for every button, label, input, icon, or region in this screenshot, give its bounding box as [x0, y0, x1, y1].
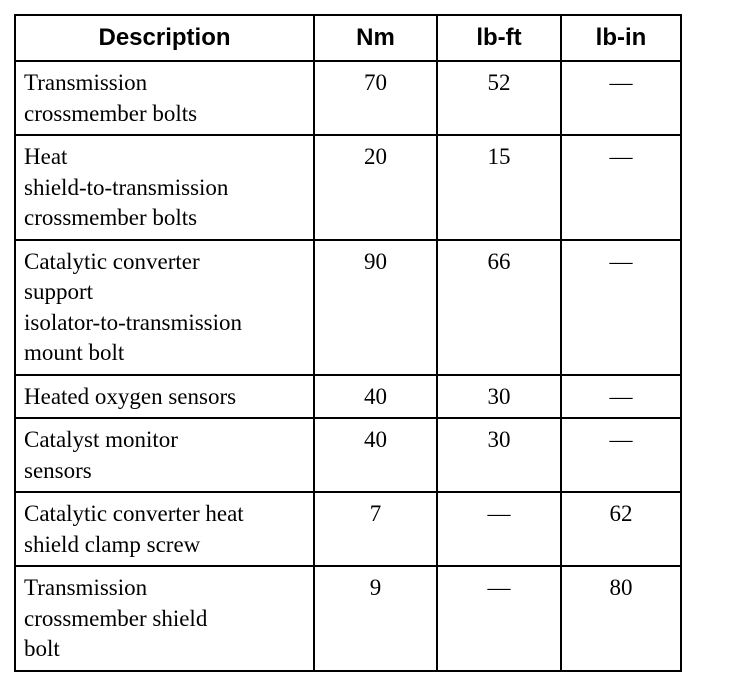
nm-cell: 70 [314, 61, 437, 135]
lb-in-cell: 80 [561, 566, 681, 671]
lb-ft-cell: 30 [437, 375, 561, 419]
description-line: Heated oxygen sensors [24, 383, 237, 409]
nm-cell: 7 [314, 492, 437, 566]
lb-in-cell: — [561, 135, 681, 240]
table-row [15, 418, 681, 492]
lb-ft-cell: — [437, 566, 561, 671]
description-line: Catalyst monitor [24, 427, 178, 452]
lb-ft-cell: 52 [437, 61, 561, 135]
description-cell [15, 418, 314, 492]
description-cell [15, 375, 314, 419]
description-cell [15, 240, 314, 375]
header-row [15, 15, 681, 61]
table-row [15, 135, 681, 240]
nm-cell: 40 [314, 418, 437, 492]
description-cell [15, 135, 314, 240]
table-row [15, 566, 681, 671]
description-line: Heat [24, 144, 68, 169]
description-line: crossmember bolts [24, 205, 198, 230]
description-line: Transmission [24, 575, 148, 600]
lb-in-cell: — [561, 61, 681, 135]
table-row [15, 492, 681, 566]
lb-in-cell: — [561, 240, 681, 375]
header-nm: Nm [314, 15, 437, 61]
description-cell [15, 492, 314, 566]
lb-ft-cell: — [437, 492, 561, 566]
description-line: bolt [24, 636, 60, 661]
table-row [15, 240, 681, 375]
description-line: crossmember shield [24, 605, 208, 631]
lb-ft-cell: 66 [437, 240, 561, 375]
description-line: crossmember bolts [24, 100, 198, 126]
lb-in-cell: — [561, 418, 681, 492]
header-description: Description [15, 15, 314, 61]
description-line: Transmission [24, 70, 148, 95]
description-line: support [24, 279, 93, 304]
description-line: isolator-to-transmission [24, 309, 243, 335]
description-line: mount bolt [24, 340, 125, 365]
description-line: Catalytic converter [24, 248, 200, 274]
table-row [15, 375, 681, 419]
nm-cell: 20 [314, 135, 437, 240]
header-lb-ft: lb-ft [437, 15, 561, 61]
description-line: Catalytic converter heat [24, 501, 244, 526]
nm-cell: 40 [314, 375, 437, 419]
description-line: shield-to-transmission [24, 174, 229, 200]
description-line: sensors [24, 457, 92, 483]
description-cell [15, 61, 314, 135]
description-line: shield clamp screw [24, 531, 201, 557]
lb-ft-cell: 15 [437, 135, 561, 240]
description-cell [15, 566, 314, 671]
lb-ft-cell: 30 [437, 418, 561, 492]
nm-cell: 9 [314, 566, 437, 671]
header-lb-in: lb-in [561, 15, 681, 61]
lb-in-cell: 62 [561, 492, 681, 566]
table-row [15, 61, 681, 135]
nm-cell: 90 [314, 240, 437, 375]
torque-spec-table [14, 14, 682, 672]
lb-in-cell: — [561, 375, 681, 419]
